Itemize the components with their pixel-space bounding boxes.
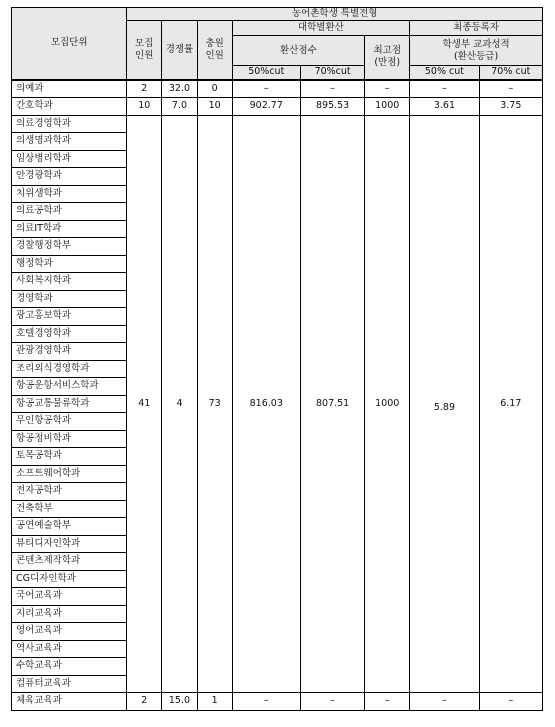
header-conv-group: 대학별환산 [232,21,410,36]
dept-name: 뷰티디자인학과 [12,535,127,553]
header-cut70: 70%cut [300,66,364,80]
recruit-count: 10 [127,98,162,116]
dept-name: 컴퓨터교육과 [12,675,127,693]
header-track: 농어촌학생 특별전형 [127,8,543,21]
dept-name: 간호학과 [12,98,127,116]
header-grade-cut70: 70% cut [479,66,542,80]
grade-70-cut: – [479,80,542,98]
dept-name: 건축학부 [12,500,127,518]
header-conv-score: 환산점수 [232,36,365,66]
score-70-cut: 895.53 [300,98,364,116]
dept-name: 의료경영학과 [12,115,127,133]
dept-name: CG디자인학과 [12,570,127,588]
competition-ratio: 7.0 [162,98,198,116]
score-70-cut: – [300,693,364,711]
header-unit: 모집단위 [12,8,127,80]
dept-name: 광고홍보학과 [12,308,127,326]
dept-name: 체육교육과 [12,693,127,711]
dept-name: 경영학과 [12,290,127,308]
dept-name: 조리외식경영학과 [12,360,127,378]
table-row [12,80,543,98]
max-score: – [365,80,410,98]
grade-50-cut: – [410,693,479,711]
max-score: 1000 [365,98,410,116]
group-extra-count: 73 [197,115,232,693]
group-max-score: 1000 [365,115,410,693]
grade-50-cut: 3.61 [410,98,479,116]
group-score-50-cut: 816.03 [232,115,300,693]
grade-50-cut: – [410,80,479,98]
group-grade-70-cut: 6.17 [479,115,542,693]
dept-name: 임상병리학과 [12,150,127,168]
dept-name: 관광경영학과 [12,343,127,361]
extra-count: 10 [197,98,232,116]
competition-ratio: 15.0 [162,693,198,711]
dept-name: 영어교육과 [12,623,127,641]
header-max: 최고점 (만점) [365,36,410,80]
dept-name: 의료공학과 [12,203,127,221]
admission-results-table [11,7,543,711]
max-score: – [365,693,410,711]
table-row [12,693,543,711]
header-recruit: 모집 인원 [127,21,162,80]
dept-name: 치위생학과 [12,185,127,203]
dept-name: 지리교육과 [12,605,127,623]
dept-name: 호텔경영학과 [12,325,127,343]
dept-name: 국어교육과 [12,588,127,606]
dept-name: 안경광학과 [12,168,127,186]
dept-name: 토목공학과 [12,448,127,466]
table-row [12,115,543,133]
table-row [12,98,543,116]
group-grade-50-cut: 5.89 [410,115,479,693]
header-final: 최종등록자 [410,21,543,36]
dept-name: 행정학과 [12,255,127,273]
dept-name: 의료IT학과 [12,220,127,238]
dept-name: 항공운항서비스학과 [12,378,127,396]
score-70-cut: – [300,80,364,98]
dept-name: 항공정비학과 [12,430,127,448]
recruit-count: 2 [127,80,162,98]
dept-name: 소프트웨어학과 [12,465,127,483]
dept-name: 의예과 [12,80,127,98]
header-ratio: 경쟁률 [162,21,198,80]
header-cut50: 50%cut [232,66,300,80]
competition-ratio: 32.0 [162,80,198,98]
dept-name: 공연예술학부 [12,518,127,536]
group-score-70-cut: 807.51 [300,115,364,693]
header-grade-cut50: 50% cut [410,66,479,80]
group-competition-ratio: 4 [162,115,198,693]
header-grade: 학생부 교과성적 (환산등급) [410,36,543,66]
header-extra: 충원 인원 [197,21,232,80]
dept-name: 수학교육과 [12,658,127,676]
dept-name: 의생명과학과 [12,133,127,151]
group-recruit-count: 41 [127,115,162,693]
dept-name: 전자공학과 [12,483,127,501]
dept-name: 사회복지학과 [12,273,127,291]
dept-name: 역사교육과 [12,640,127,658]
dept-name: 항공교통물류학과 [12,395,127,413]
extra-count: 1 [197,693,232,711]
recruit-count: 2 [127,693,162,711]
grade-70-cut: 3.75 [479,98,542,116]
score-50-cut: 902.77 [232,98,300,116]
score-50-cut: – [232,693,300,711]
score-50-cut: – [232,80,300,98]
extra-count: 0 [197,80,232,98]
grade-70-cut: – [479,693,542,711]
dept-name: 무인항공학과 [12,413,127,431]
dept-name: 콘텐츠제작학과 [12,553,127,571]
dept-name: 경찰행정학부 [12,238,127,256]
